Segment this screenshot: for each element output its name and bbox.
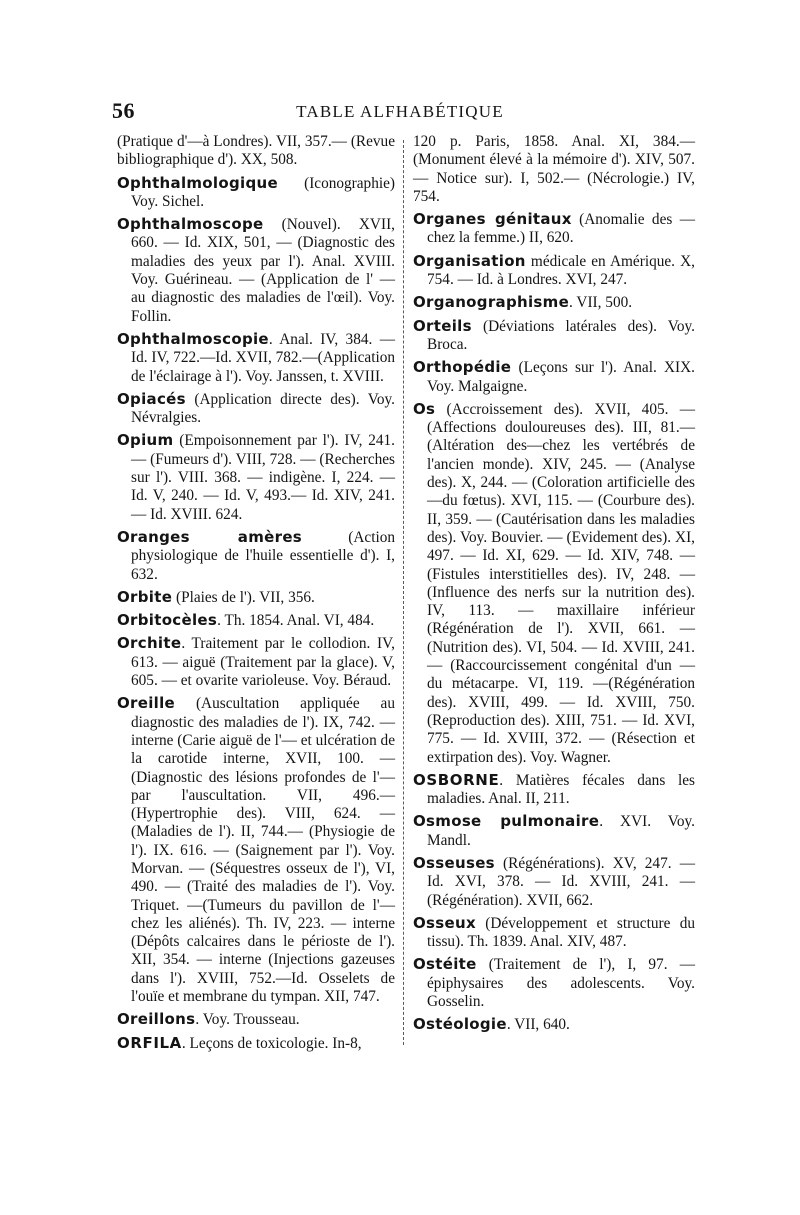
index-entry	[413, 914, 695, 952]
entry-headword: Oreille	[117, 694, 176, 713]
index-entry	[413, 771, 695, 809]
entry-headword: Ophthalmoscopie	[117, 329, 269, 348]
entry-text: (Plaies de l'). VII, 356.	[172, 588, 315, 606]
index-entry	[117, 694, 395, 1006]
index-entry	[117, 634, 395, 690]
entry-headword: Orthopédie	[413, 358, 512, 377]
index-entry	[413, 854, 695, 910]
entry-text: (Pratique d'—à Londres). VII, 357.— (Revue bibliographique d'). XX, 508.	[117, 133, 395, 169]
entry-text: médicale en Amérique. X, 754. — Id. à Londres. XVI, 247.	[427, 252, 695, 289]
index-entry	[117, 1010, 395, 1029]
entry-text: (Action physiologique de l'huile essentielle d'). I, 632.	[131, 528, 395, 583]
index-entry	[413, 293, 695, 312]
page-number: 56	[112, 98, 135, 123]
index-entry	[117, 330, 395, 386]
index-entry	[413, 1015, 695, 1034]
entry-headword: Ostéite	[413, 955, 477, 974]
entry-headword: Oreillons	[117, 1010, 196, 1029]
running-title: TABLE ALFHABÉTIQUE	[296, 102, 504, 121]
index-entry	[413, 252, 695, 290]
entry-headword: Orchite	[117, 634, 182, 653]
entry-headword: Osmose pulmonaire	[413, 812, 600, 831]
index-entry	[413, 358, 695, 396]
entry-headword: Organes génitaux	[413, 210, 572, 229]
entry-text: . Leçons de toxicologie. In-8,	[181, 1034, 362, 1052]
index-entry	[117, 174, 395, 212]
entry-text: . Anal. IV, 384. —Id. IV, 722.—Id. XVII, 782.—(Application de l'éclairage à l'). Voy. Janssen, t. XVIII.	[131, 330, 395, 385]
index-entry	[117, 431, 395, 523]
entry-text: (Accroissement des). XVII, 405. — (Affections douloureuses des). III, 81.—(Altération des—chez les vertébrés de l'ancien monde). XIV, 245. — (Analyse des). X, 244. — (Coloration artificielle des—du fœtus). XVI, 115. — (Courbure des). II, 359. — (Cautérisation dans les maladies des). Voy. Bouvier. — (Evidement des). XI, 497. — Id. XI, 629. — Id. XIV, 748. — (Fistules interstitielles des). IV, 248. — (Influence des nerfs sur la nutrition des). IV, 113. — maxillaire inférieur (Régénération de l'). XVII, 661. — (Nutrition des). VI, 504. — Id. XVIII, 241. — (Raccourcissement congénital d'un — du métacarpe. VI, 119. —(Régénération des). XVIII, 499. — Id. XVIII, 750. (Reproduction des). XIII, 751. — Id. XVI, 775. — Id. XVIII, 372. — (Résection et extirpation des). Voy. Wagner.	[427, 400, 695, 766]
column-divider	[403, 140, 404, 1045]
index-entry	[117, 390, 395, 428]
left-column	[117, 133, 395, 1057]
entry-headword: Osseuses	[413, 853, 495, 872]
index-entry	[413, 955, 695, 1011]
index-entry	[117, 215, 395, 326]
index-entry	[413, 210, 695, 248]
entry-text: (Régénérations). XV, 247. — Id. XVI, 378. — Id. XVIII, 241. — (Régénération). XVII, 662.	[427, 854, 695, 909]
entry-headword: Ostéologie	[413, 1015, 507, 1034]
entry-text: (Iconographie) Voy. Sichel.	[131, 174, 395, 210]
index-entry	[117, 528, 395, 584]
index-entry	[117, 588, 395, 607]
entry-headword: Ophthalmoscope	[117, 215, 264, 234]
index-entry	[117, 611, 395, 630]
entry-text: (Nouvel). XVII, 660. — Id. XIX, 501, — (Diagnostic des maladies des yeux par l'). Anal. XVIII. Voy. Guérineau. — (Application de l' — au diagnostic des maladies de l'œil). Voy. Follin.	[131, 216, 395, 325]
entry-headword: Orbitocèles	[117, 611, 218, 630]
entry-text: . XVI. Voy. Mandl.	[427, 813, 695, 849]
entry-text: (Auscultation appliquée au diagnostic des maladies de l'). IX, 742. —interne (Carie aiguë de l'— et ulcération de la carotide interne, XVII, 100. — (Diagnostic des lésions profondes de l'— par l'auscultation. VII, 496.— (Hypertrophie des). VIII, 624. — (Maladies de l'). II, 744.— (Physiogie de l'). IX. 616. — (Saignement par l'). Voy. Morvan. — (Séquestres osseux de l'), VI, 490. — (Traité des maladies de l'). Voy. Triquet. —(Tumeurs du pavillon de l'— chez les aliénés). Th. IV, 223. — interne (Dépôts calcaires dans le périoste de l'). XII, 354. — interne (Injections gazeuses dans l'). XVIII, 752.—Id. Osselets de l'ouïe et membrane du tympan. XII, 747.	[131, 695, 395, 1006]
entry-text: . Traitement par le collodion. IV, 613. — aiguë (Traitement par la glace). V, 605. — et ovarite varioleuse. Voy. Béraud.	[131, 635, 395, 690]
entry-text: . Voy. Trousseau.	[195, 1011, 300, 1029]
entry-text: . VII, 640.	[506, 1016, 570, 1034]
index-entry	[413, 133, 695, 206]
index-entry	[413, 317, 695, 355]
entry-text: . Th. 1854. Anal. VI, 484.	[217, 612, 375, 630]
entry-text: (Développement et structure du tissu). Th. 1839. Anal. XIV, 487.	[427, 914, 695, 951]
entry-headword: Oranges amères	[117, 527, 303, 546]
entry-headword: Orbite	[117, 587, 173, 606]
entry-headword: Organographisme	[413, 293, 570, 312]
right-column	[413, 133, 695, 1039]
page-header	[0, 92, 800, 132]
entry-text: (Empoisonnement par l'). IV, 241. — (Fumeurs d'). VIII, 728. — (Recherches sur l'). VIII. 368. — indigène. I, 224. — Id. V, 240. — Id. V, 493.— Id. XIV, 241.— Id. XVIII. 624.	[131, 432, 395, 523]
entry-text: 120 p. Paris, 1858. Anal. XI, 384.— (Monument élevé à la mémoire d'). XIV, 507. — Notice sur). I, 502.— (Nécrologie.) IV, 754.	[413, 133, 695, 205]
entry-text: (Traitement de l'), I, 97. — épiphysaires des adolescents. Voy. Gosselin.	[427, 956, 695, 1011]
index-entry	[117, 133, 395, 170]
entry-headword: Organisation	[413, 251, 526, 270]
entry-headword: ORFILA	[117, 1033, 182, 1052]
entry-headword: Opium	[117, 431, 174, 450]
entry-text: . Matières fécales dans les maladies. Anal. II, 211.	[427, 771, 695, 808]
entry-headword: Ophthalmologique	[117, 173, 278, 192]
entry-headword: Orteils	[413, 316, 472, 335]
entry-text: (Application directe des). Voy. Névralgies.	[131, 390, 395, 427]
entry-headword: Opiacés	[117, 389, 186, 408]
entry-text: (Leçons sur l'). Anal. XIX. Voy. Malgaigne.	[427, 359, 695, 395]
entry-text: . VII, 500.	[569, 294, 633, 312]
entry-text: (Déviations latérales des). Voy. Broca.	[427, 317, 695, 353]
entry-headword: Os	[413, 399, 436, 418]
index-entry	[413, 812, 695, 850]
entry-headword: Osseux	[413, 913, 476, 932]
entry-headword: OSBORNE	[413, 770, 500, 789]
entry-text: (Anomalie des —chez la femme.) II, 620.	[427, 211, 695, 247]
index-entry	[413, 400, 695, 767]
index-entry	[117, 1034, 395, 1053]
